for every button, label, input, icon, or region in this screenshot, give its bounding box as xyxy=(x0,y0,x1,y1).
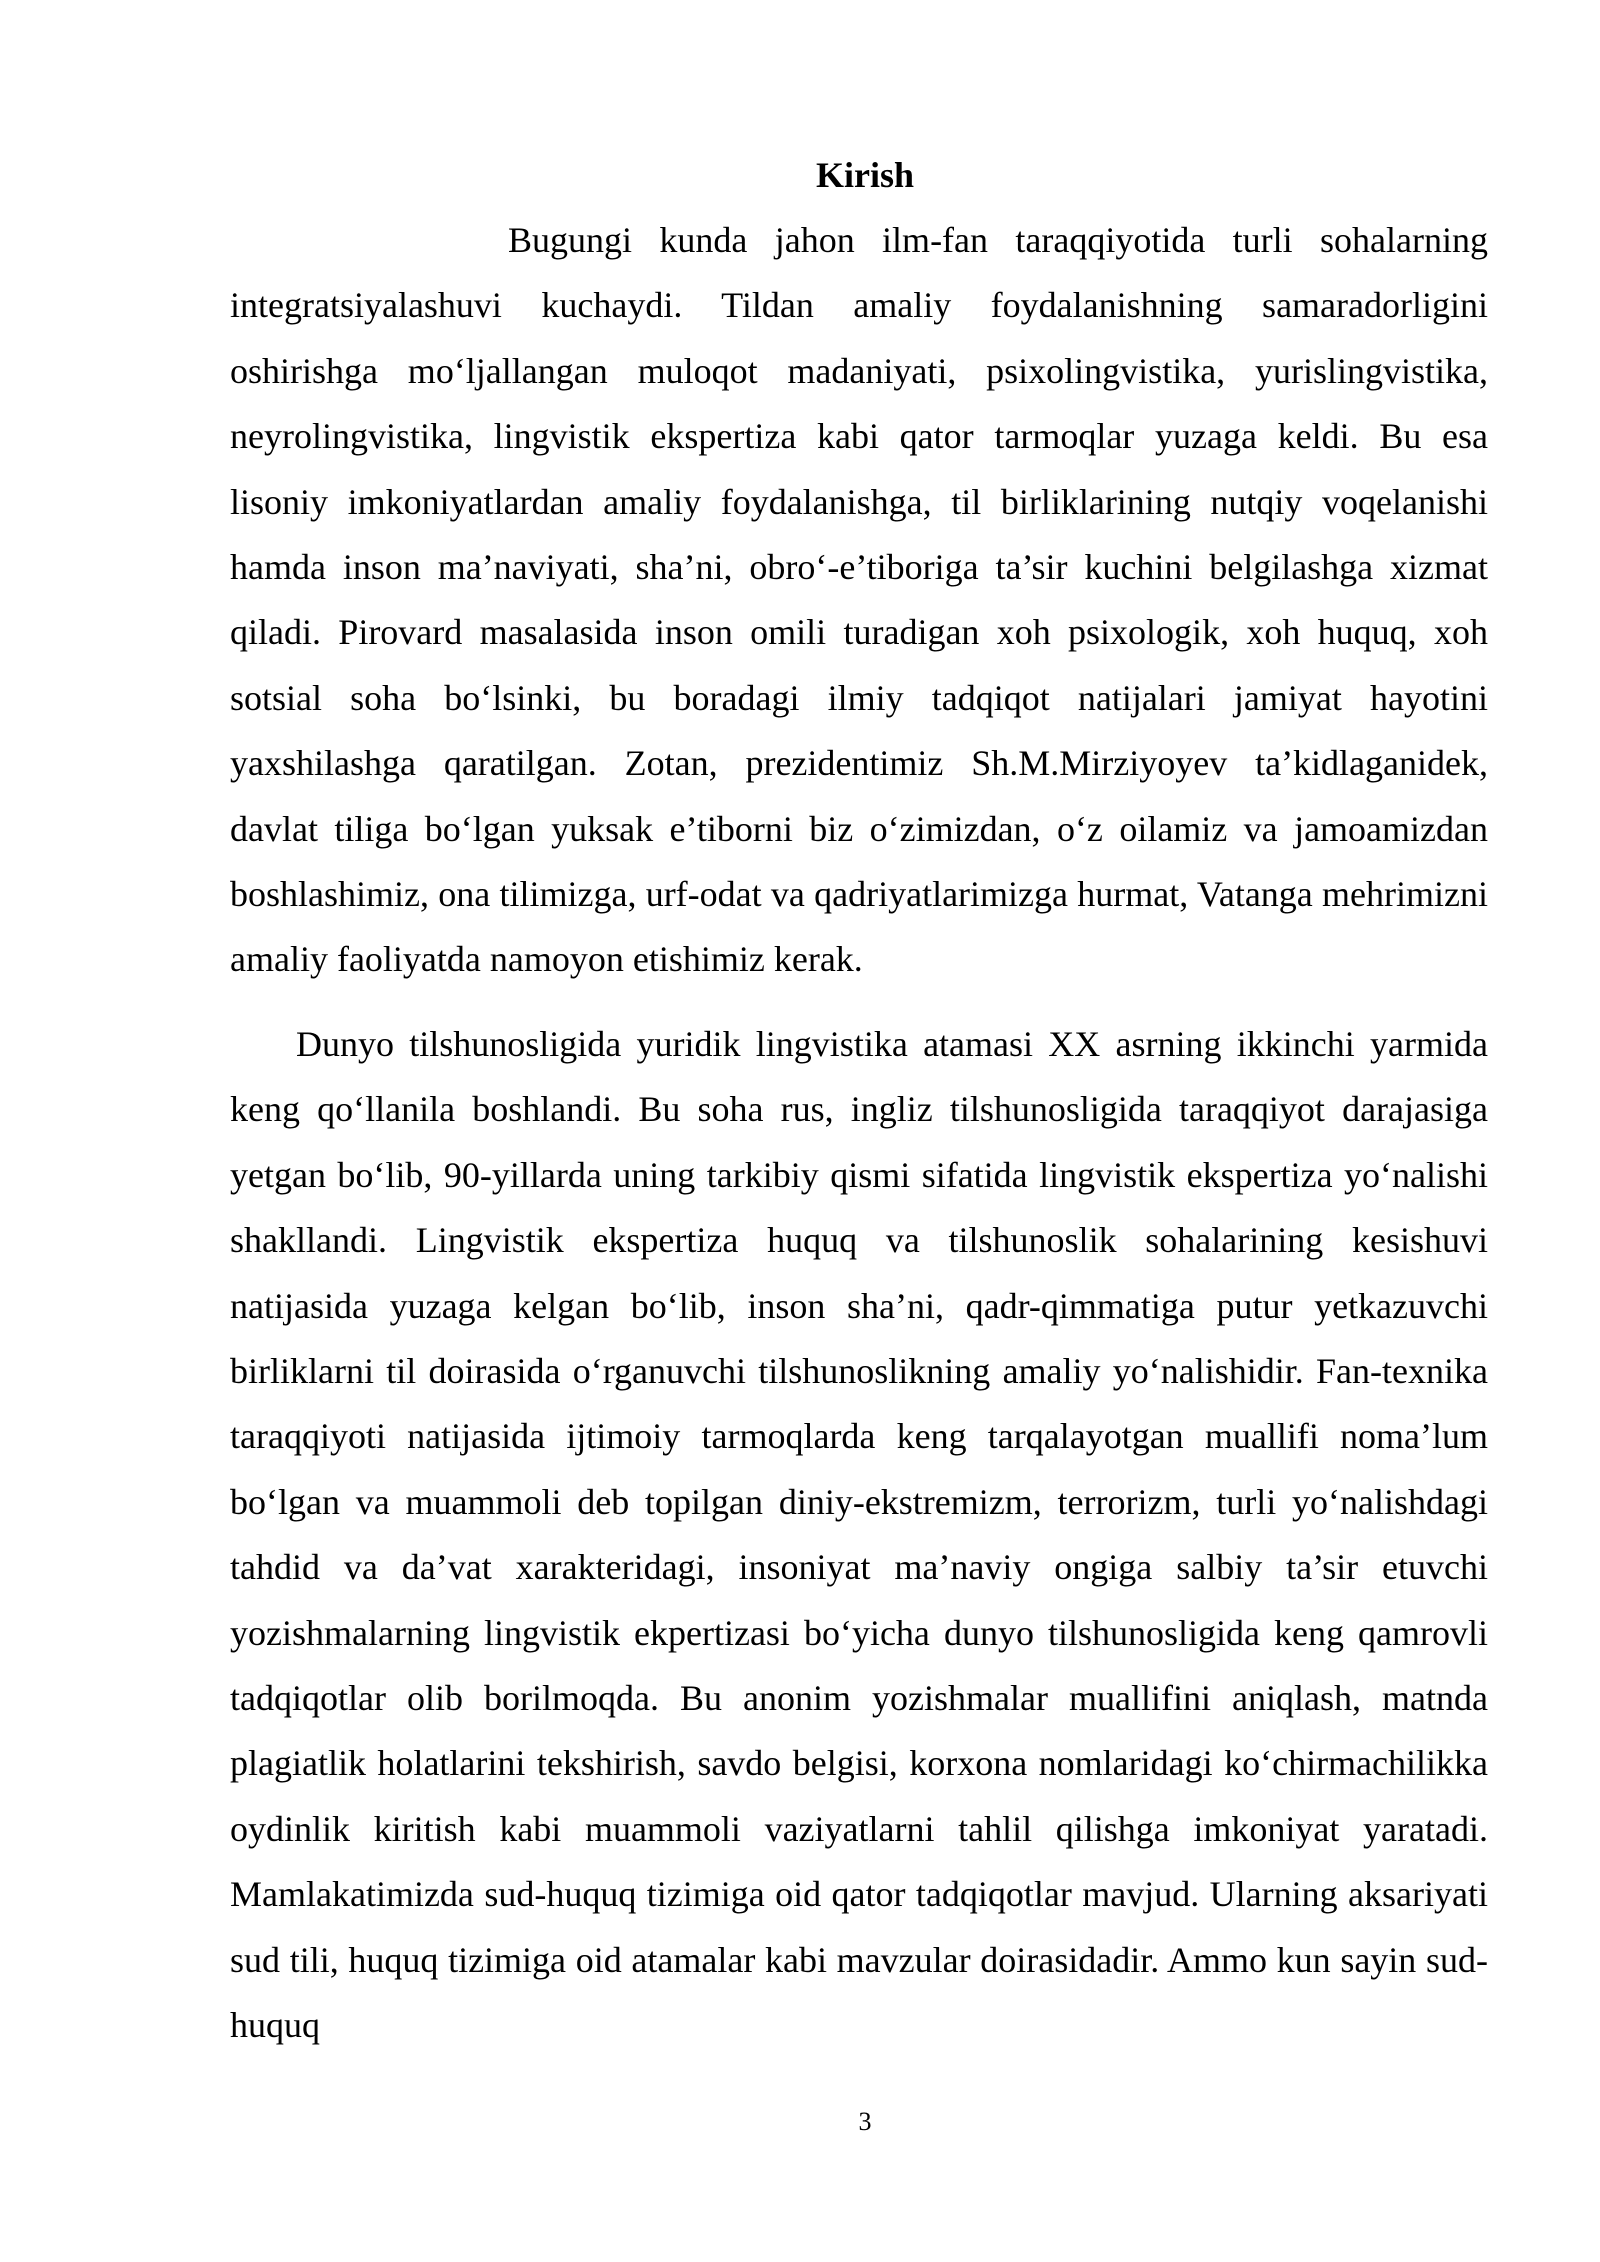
page-title: Kirish xyxy=(815,155,914,195)
paragraph-introduction: Bugungi kunda jahon ilm-fan taraqqiyotida turli sohalarning integratsiyalashuvi kuchaydi. Tildan amaliy foydalanishning samaradorligini oshirishga mo‘ljallangan muloqot madaniyati, psixolingvistika, yurislingvistika, neyrolingvistika, lingvistik ekspertiza kabi qator tarmoqlar yuzaga keldi. Bu esa lisoniy imkoniyatlardan amaliy foydalanishga, til birliklarining nutqiy voqelanishi hamda inson ma’naviyati, sha’ni, obro‘-e’tiboriga ta’sir kuchini belgilashga xizmat qiladi. Pirovard masalasida inson omili turadigan xoh psixologik, xoh huquq, xoh sotsial soha bo‘lsinki, bu boradagi ilmiy tadqiqot natijalari jamiyat hayotini yaxshilashga qaratilgan. Zotan, prezidentimiz Sh.M.Mirziyoyev ta’kidlaganidek, davlat tiliga bo‘lgan yuksak e’tiborni biz o‘zimizdan, o‘z oilamiz va jamoamizdan boshlashimiz, ona tilimizga, urf-odat va qadriyatlarimizga hurmat, Vatanga mehrimizni amaliy faoliyatda namoyon etishimiz kerak. xyxy=(230,220,1488,980)
paragraph-linguistic-expertise: Dunyo tilshunosligida yuridik lingvistika atamasi XX asrning ikkinchi yarmida keng qo‘llanila boshlandi. Bu soha rus, ingliz tilshunosligida taraqqiyot darajasiga yetgan bo‘lib, 90-yillarda uning tarkibiy qismi sifatida lingvistik ekspertiza yo‘nalishi shakllandi. Lingvistik ekspertiza huquq va tilshunoslik sohalarining kesishuvi natijasida yuzaga kelgan bo‘lib, inson sha’ni, qadr-qimmatiga putur yetkazuvchi birliklarni til doirasida o‘rganuvchi tilshunoslikning amaliy yo‘nalishidir. Fan-texnika taraqqiyoti natijasida ijtimoiy tarmoqlarda keng tarqalayotgan muallifi noma’lum bo‘lgan va muammoli deb topilgan diniy-ekstremizm, terrorizm, turli yo‘nalishdagi tahdid va da’vat xarakteridagi, insoniyat ma’naviy ongiga salbiy ta’sir etuvchi yozishmalarning lingvistik ekpertizasi bo‘yicha dunyo tilshunosligida keng qamrovli tadqiqotlar olib borilmoqda. Bu anonim yozishmalar muallifini aniqlash, matnda plagiatlik holatlarini tekshirish, savdo belgisi, korxona nomlaridagi ko‘chirmachilikka oydinlik kiritish kabi muammoli vaziyatlarni tahlil qilishga imkoniyat yaratadi. Mamlakatimizda sud-huquq tizimiga oid qator tadqiqotlar mavjud. Ularning aksariyati sud tili, huquq tizimiga oid atamalar kabi mavzular doirasidadir. Ammo kun sayin sud-huquq xyxy=(230,1023,1488,2045)
page-number: 3 xyxy=(858,2107,872,2136)
document-body xyxy=(230,208,1488,2058)
